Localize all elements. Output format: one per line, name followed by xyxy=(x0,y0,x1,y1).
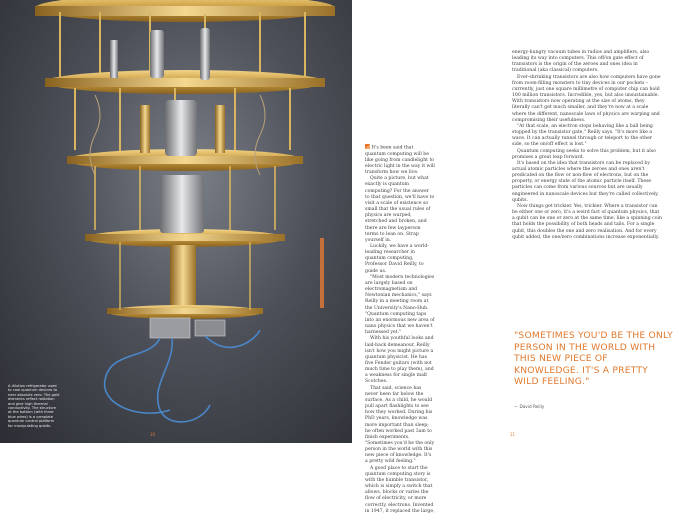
section-marker-icon xyxy=(365,144,370,149)
photo-caption: A dilution refrigerator used to cool quantum devices to near absolute zero. The gold elements reflect radiation and give high thermal conductivity. The structure at the bottom (with three blue wires) is a complete quantum control platform for manipulating qubits. xyxy=(8,384,60,428)
pull-quote-attribution: — David Reilly xyxy=(514,404,545,409)
paragraph: Luckily, we have a world-leading researcher in quantum computing, Professor David Reilly, to guide us. xyxy=(365,244,429,274)
paragraph: "Most modern technologies are largely based on electromagnetism and Newtonian mechanics," says Reilly in a meeting room at the University's Nano-Hub. "Quantum computing taps into an enormous new area of nano physics that we haven't harnessed yet." xyxy=(365,274,435,336)
paragraph: It's based on the idea that transistors can be replaced by actual atomic particles where the zeroes and ones aren't predicated on the flow or non-flow of electrons, but on the property, or energy state of the atomic particle itself. These particles can come from various sources but are usually engineered in nanoscale devices but they're called collectively, qubits. xyxy=(512,160,659,203)
paragraph: "At that scale, an electron stops behaving like a ball being stopped by the transistor gate," Reilly says. "It's more like a wave. It can actually tunnel through or teleport to the other side, so the on/off effect is lost." xyxy=(512,123,653,148)
paragraph: Now things get trickier. Yes, trickier. Where a transistor can be either one or zero, it's a weird fact of quantum physics, that a qubit can be one or zero at the same time, like a spinning coin that holds the possibility of both heads and tails. For a single qubit, this doubles the one and zero realisation. And for every qubit added, the one/zero combinations increase exponentially. xyxy=(512,203,662,240)
paragraph: Quite a picture, but what exactly is quantum computing? For the answer to that question, we'll have to visit a scale of existence so small that the usual rules of physics are warped, stretched and broken, and there are few layperson terms to lean on. Strap yourself in. xyxy=(365,176,435,243)
page-number-right: 11 xyxy=(510,432,516,437)
paragraph: A good place to start the quantum computing story is with the humble transistor, which is simply a switch that allows, blocks or varies the flow of electricity, or more correctly, electrons. Invented in 1947, it replaced the large, xyxy=(365,465,435,514)
refrigerator-illustration xyxy=(0,0,352,443)
paragraph: It's been said that quantum computing will be like going from candlelight to electric light in the way it will transform how we live. xyxy=(365,145,435,176)
paragraph: Quantum computing seeks to solve this problem, but it also promises a great leap forward. xyxy=(512,148,656,160)
paragraph: That said, science has never been far below the surface. As a child, he would pull apart flashlights to see how they worked. During his PhD years, knowledge was more important than sleep; he often worked past 3am to finish experiments. "Sometimes you'd be the only person in the world with this new piece of knowledge. It's a pretty wild feeling." xyxy=(365,385,435,465)
article-column-2 xyxy=(512,50,662,241)
pull-quote: "SOMETIMES YOU'D BE THE ONLY PERSON IN THE WORLD WITH THIS NEW PIECE OF KNOWLEDGE. IT'S A PRETTY WILD FEELING." xyxy=(514,330,673,388)
paragraph: With his youthful looks and laid-back demeanour, Reilly isn't how you might picture a quantum physicist. He has five Fender guitars (with not much time to play them), and a weakness for single malt Scotches. xyxy=(365,336,434,385)
paragraph: Ever-shrinking transistors are also how computers have gone from room-filling monsters to tiny devices in our pockets – currently, just one square millimetre of computer chip can hold 100 million transistors. Incredible, yes, but also unsustainable. With transistors now operating at the size of atoms, they literally can't get much smaller, and they're now at a scale where the different, nanoscale laws of physics are warping and compromising their usefulness. xyxy=(512,74,661,123)
paragraph: energy-hungry vacuum tubes in radios and amplifiers, also leading its way into computers. This off/on gate effect of transistors is the origin of the zeroes and ones idea in traditional (aka classical) computers. xyxy=(512,50,650,74)
article-column-1 xyxy=(365,144,435,515)
page-number-left: 10 xyxy=(150,432,156,437)
dilution-refrigerator-photo xyxy=(0,0,352,443)
